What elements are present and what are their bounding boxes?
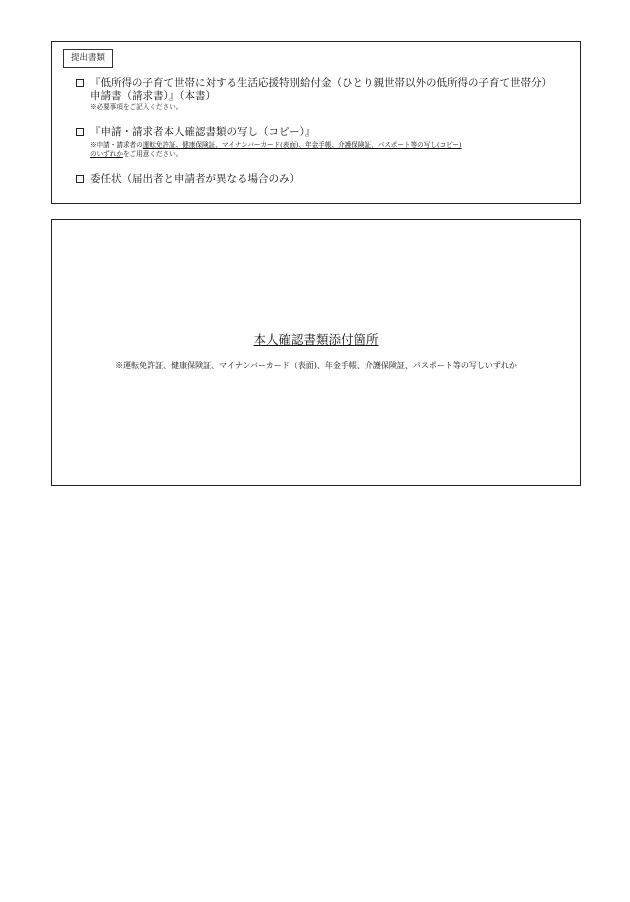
document-item-id-copy	[76, 126, 570, 158]
document-item-application-form	[76, 77, 570, 112]
document-item-title: 『低所得の子育て世帯に対する生活応援特別給付金（ひとり親世帯以外の低所得の子育て世帯分）	[90, 77, 552, 89]
attachment-area-title: 本人確認書類添付箇所	[253, 332, 379, 347]
note-any-one: のいずれか	[90, 149, 123, 158]
checkbox[interactable]	[76, 128, 84, 136]
note-prefix: ※申請・請求者の	[90, 141, 143, 149]
document-item-note	[76, 141, 570, 150]
checkbox[interactable]	[76, 175, 84, 183]
document-item-power-of-attorney	[76, 173, 570, 186]
attachment-area-note: ※運転免許証、健康保険証、マイナンバーカード（表面)、年金手帳、介護保険証、パスポート等の写しいずれか	[115, 361, 517, 370]
document-item-title: 『申請・請求者本人確認書類の写し（コピー）』	[90, 126, 316, 138]
note-suffix: をご用意ください。	[122, 149, 183, 158]
submission-documents-heading: 提出書類	[63, 49, 113, 68]
document-item-title: 委任状（届出者と申請者が異なる場合のみ）	[90, 173, 300, 185]
id-document-attachment-area	[51, 219, 581, 486]
document-item-note: ※必要事項をご記入ください。	[90, 103, 183, 111]
checkbox[interactable]	[76, 79, 84, 87]
document-item-title-continued: 申請書（請求書）』（本書）	[90, 90, 216, 102]
note-id-types: 運転免許証、健康保険証、マイナンバーカード(表面)、年金手帳、介護保険証、パスポート等の写し(コピー)	[142, 141, 462, 149]
document-item-note-continued	[76, 150, 570, 159]
submission-documents-section	[51, 41, 581, 204]
